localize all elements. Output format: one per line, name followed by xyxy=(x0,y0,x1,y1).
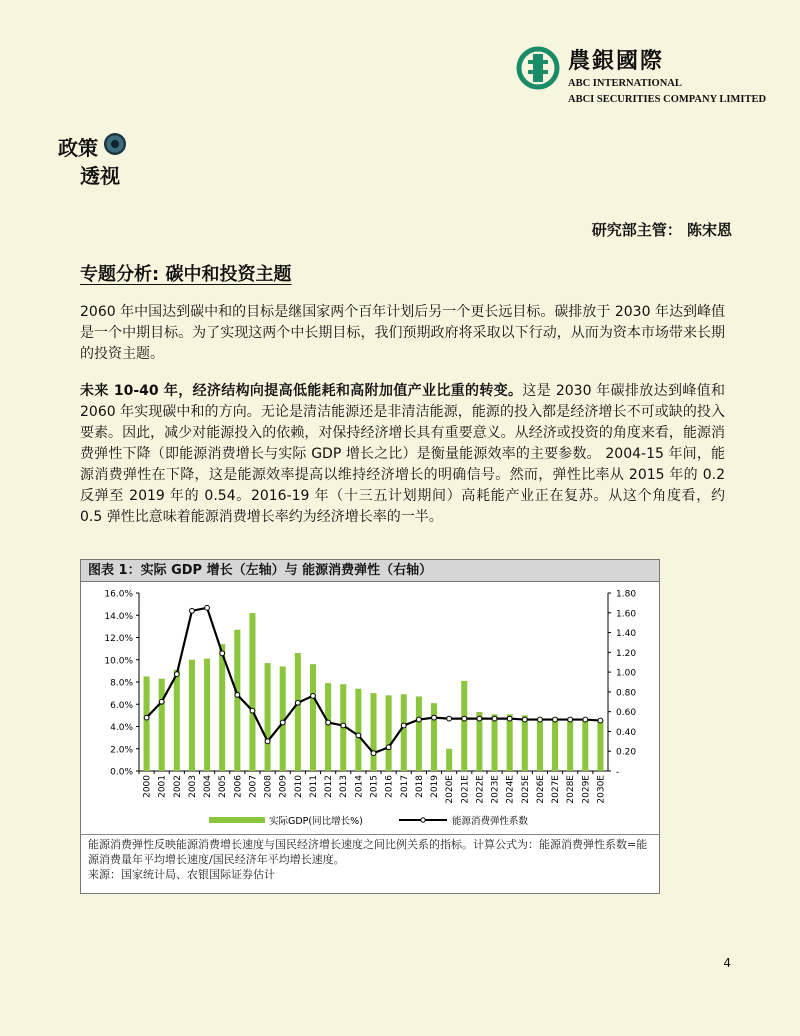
elasticity-point xyxy=(522,717,527,722)
figure-divider xyxy=(81,834,659,835)
left-tick-label: 2.0% xyxy=(110,745,133,756)
disc-icon xyxy=(104,133,126,155)
gdp-bar xyxy=(597,720,603,771)
x-tick-label: 2023E xyxy=(490,775,501,804)
page-number: 4 xyxy=(723,956,731,970)
gdp-bar xyxy=(174,670,180,771)
x-tick-label: 2007 xyxy=(248,775,259,798)
right-tick-label: 1.60 xyxy=(616,609,637,620)
gdp-bar xyxy=(234,630,240,771)
x-tick-label: 2014 xyxy=(354,775,365,798)
x-tick-label: 2010 xyxy=(293,775,304,798)
x-tick-label: 2004 xyxy=(203,775,214,798)
legend-label-gdp: 实际GDP(同比增长%) xyxy=(269,816,363,827)
gdp-bar xyxy=(537,718,543,771)
elasticity-point xyxy=(250,708,255,713)
elasticity-point xyxy=(341,723,346,728)
figure-source: 来源：国家统计局、农银国际证券估计 xyxy=(88,868,275,881)
elasticity-point xyxy=(190,608,195,613)
x-tick-label: 2021E xyxy=(460,775,471,804)
elasticity-point xyxy=(205,605,210,610)
right-tick-label: 1.40 xyxy=(616,629,637,640)
gdp-bar xyxy=(249,613,255,771)
gdp-bar xyxy=(310,664,316,771)
left-tick-label: 4.0% xyxy=(110,723,133,733)
elasticity-point xyxy=(174,672,179,677)
elasticity-point xyxy=(220,651,225,656)
elasticity-point xyxy=(507,716,512,721)
elasticity-point xyxy=(553,717,558,722)
x-tick-label: 2029E xyxy=(581,775,592,804)
x-tick-label: 2013 xyxy=(339,775,350,798)
paragraph-body: 这是 2030 年碳排放达到峰值和 2060 年实现碳中和的方向。无论是清洁能源还是非清洁能源，能源的投入都是经济增长不可或缺的投入要素。因此，减少对能源投入的依赖，对保持经济增长具有重要意义。从经济或投资的角度来看，能源消费弹性下降（即能源消费增长与实际 GDP 增长之比）是衡量能源效率的主要参数。 2004-15 年间，能源消费弹性在下降，这是能源效率提高以维持经济增长的明确信号。然而，弹性比率从 2015 年的 0.2 反弹至 2019 年的 0.54。2016-19 年（十三五计划期间）高耗能产业正在复苏。从这个角度看，约 0.5 弹性比意味着能源消费增长率约为经济增长率的一半。 xyxy=(80,383,725,525)
paragraph-intro: 2060 年中国达到碳中和的目标是继国家两个百年计划后另一个更长远目标。碳排放于 2030 年达到峰值是一个中期目标。为了实现这两个中长期目标，我们预期政府将采取以下行动，从而为资本市场带来长期的投资主题。 xyxy=(80,304,725,362)
page-title: 专题分析: 碳中和投资主题 xyxy=(80,264,292,285)
policy-line-1: 政策 xyxy=(58,136,98,160)
gdp-bar xyxy=(431,703,437,771)
gdp-bar xyxy=(370,693,376,771)
elasticity-point xyxy=(371,751,376,756)
x-tick-label: 2017 xyxy=(399,775,410,798)
elasticity-point xyxy=(462,716,467,721)
elasticity-point xyxy=(235,692,240,697)
x-tick-label: 2016 xyxy=(384,775,395,798)
x-tick-label: 2024E xyxy=(505,775,516,804)
elasticity-point xyxy=(401,723,406,728)
logo-en-line-1: ABC INTERNATIONAL xyxy=(568,78,682,89)
x-tick-label: 2025E xyxy=(520,775,531,804)
x-tick-label: 2015 xyxy=(369,775,380,798)
x-tick-label: 2009 xyxy=(278,775,289,798)
gdp-bar xyxy=(492,714,498,771)
x-tick-label: 2018 xyxy=(414,775,425,798)
elasticity-point xyxy=(159,699,164,704)
gdp-bar xyxy=(295,653,301,771)
x-tick-label: 2012 xyxy=(324,775,335,798)
x-tick-label: 2000 xyxy=(142,775,153,798)
x-tick-label: 2001 xyxy=(157,775,168,798)
figure-note: 能源消费弹性反映能源消费增长速度与国民经济增长速度之间比例关系的指标。计算公式为：能源消费弹性系数=能源消费量年平均增长速度/国民经济年平均增长速度。 xyxy=(88,838,648,866)
policy-insight-badge xyxy=(58,132,138,192)
left-tick-label: 14.0% xyxy=(104,611,133,622)
x-tick-label: 2022E xyxy=(475,775,486,804)
elasticity-point xyxy=(583,717,588,722)
elasticity-point xyxy=(265,739,270,744)
elasticity-point xyxy=(447,716,452,721)
gdp-bar xyxy=(204,659,210,771)
right-tick-label: 0.40 xyxy=(616,727,637,738)
gdp-bar xyxy=(159,679,165,771)
abci-logo-mark xyxy=(516,46,560,90)
x-tick-label: 2006 xyxy=(233,775,244,798)
elasticity-point xyxy=(477,716,482,721)
gdp-bar xyxy=(552,718,558,771)
right-tick-label: - xyxy=(616,767,620,778)
left-tick-label: 12.0% xyxy=(104,634,133,644)
elasticity-point xyxy=(386,745,391,750)
right-tick-label: 1.20 xyxy=(616,648,637,659)
elasticity-point xyxy=(356,733,361,738)
x-tick-label: 2002 xyxy=(172,775,183,798)
figure-1 xyxy=(80,559,660,894)
x-tick-label: 2011 xyxy=(308,775,319,798)
gdp-bar xyxy=(507,714,513,771)
figure-title: 图表 1：实际 GDP 增长（左轴）与 能源消费弹性（右轴） xyxy=(81,560,659,582)
research-director: 研究部主管： 陈宋恩 xyxy=(591,221,732,239)
x-tick-label: 2028E xyxy=(566,775,577,804)
x-tick-label: 2003 xyxy=(187,775,198,798)
elasticity-point xyxy=(568,717,573,722)
abci-logo xyxy=(516,44,776,108)
elasticity-point xyxy=(280,720,285,725)
elasticity-point xyxy=(416,717,421,722)
right-tick-label: 1.80 xyxy=(616,589,637,600)
elasticity-point xyxy=(598,718,603,723)
gdp-bar xyxy=(189,660,195,771)
x-tick-label: 2019 xyxy=(430,775,441,798)
policy-line-2: 透视 xyxy=(80,164,120,188)
figure-note-block xyxy=(88,837,654,882)
elasticity-point xyxy=(144,715,149,720)
elasticity-point xyxy=(432,715,437,720)
gdp-bar xyxy=(416,696,422,771)
x-tick-label: 2005 xyxy=(218,775,229,798)
left-tick-label: 10.0% xyxy=(104,656,133,667)
gdp-bar xyxy=(386,695,392,771)
left-tick-label: 6.0% xyxy=(110,700,133,711)
right-tick-label: 1.00 xyxy=(616,668,637,679)
gdp-bar xyxy=(582,719,588,771)
legend-swatch-gdp xyxy=(209,817,265,823)
gdp-bar xyxy=(325,683,331,771)
x-tick-label: 2008 xyxy=(263,775,274,798)
elasticity-point xyxy=(311,693,316,698)
gdp-bar xyxy=(461,681,467,771)
left-tick-label: 16.0% xyxy=(104,589,133,600)
elasticity-point xyxy=(492,716,497,721)
logo-en-line-2: ABCI SECURITIES COMPANY LIMITED xyxy=(568,94,767,105)
x-tick-label: 2026E xyxy=(535,775,546,804)
gdp-bar xyxy=(522,715,528,771)
paragraph-structure xyxy=(80,381,725,528)
left-tick-label: 0.0% xyxy=(110,767,133,778)
right-tick-label: 0.60 xyxy=(616,708,637,719)
gdp-bar xyxy=(219,644,225,771)
elasticity-point xyxy=(326,720,331,725)
elasticity-point xyxy=(538,717,543,722)
right-tick-label: 0.80 xyxy=(616,688,637,699)
legend-label-elasticity: 能源消费弹性系数 xyxy=(452,816,529,827)
gdp-bar xyxy=(144,676,150,771)
elasticity-point xyxy=(295,700,300,705)
gdp-elasticity-chart xyxy=(81,582,659,832)
gdp-bar xyxy=(446,749,452,771)
gdp-bar xyxy=(401,694,407,771)
gdp-bar xyxy=(355,689,361,771)
x-tick-label: 2027E xyxy=(551,775,562,804)
logo-cn-text: 農銀國際 xyxy=(568,48,665,74)
paragraph-lead: 未来 10-40 年，经济结构向提高低能耗和高附加值产业比重的转变。 xyxy=(80,383,523,399)
gdp-bar xyxy=(567,718,573,771)
legend-marker-elasticity xyxy=(421,818,425,822)
right-tick-label: 0.20 xyxy=(616,747,637,758)
left-tick-label: 8.0% xyxy=(110,678,133,689)
x-tick-label: 2030E xyxy=(596,775,607,804)
gdp-bar xyxy=(265,663,271,771)
x-tick-label: 2020E xyxy=(445,775,456,804)
